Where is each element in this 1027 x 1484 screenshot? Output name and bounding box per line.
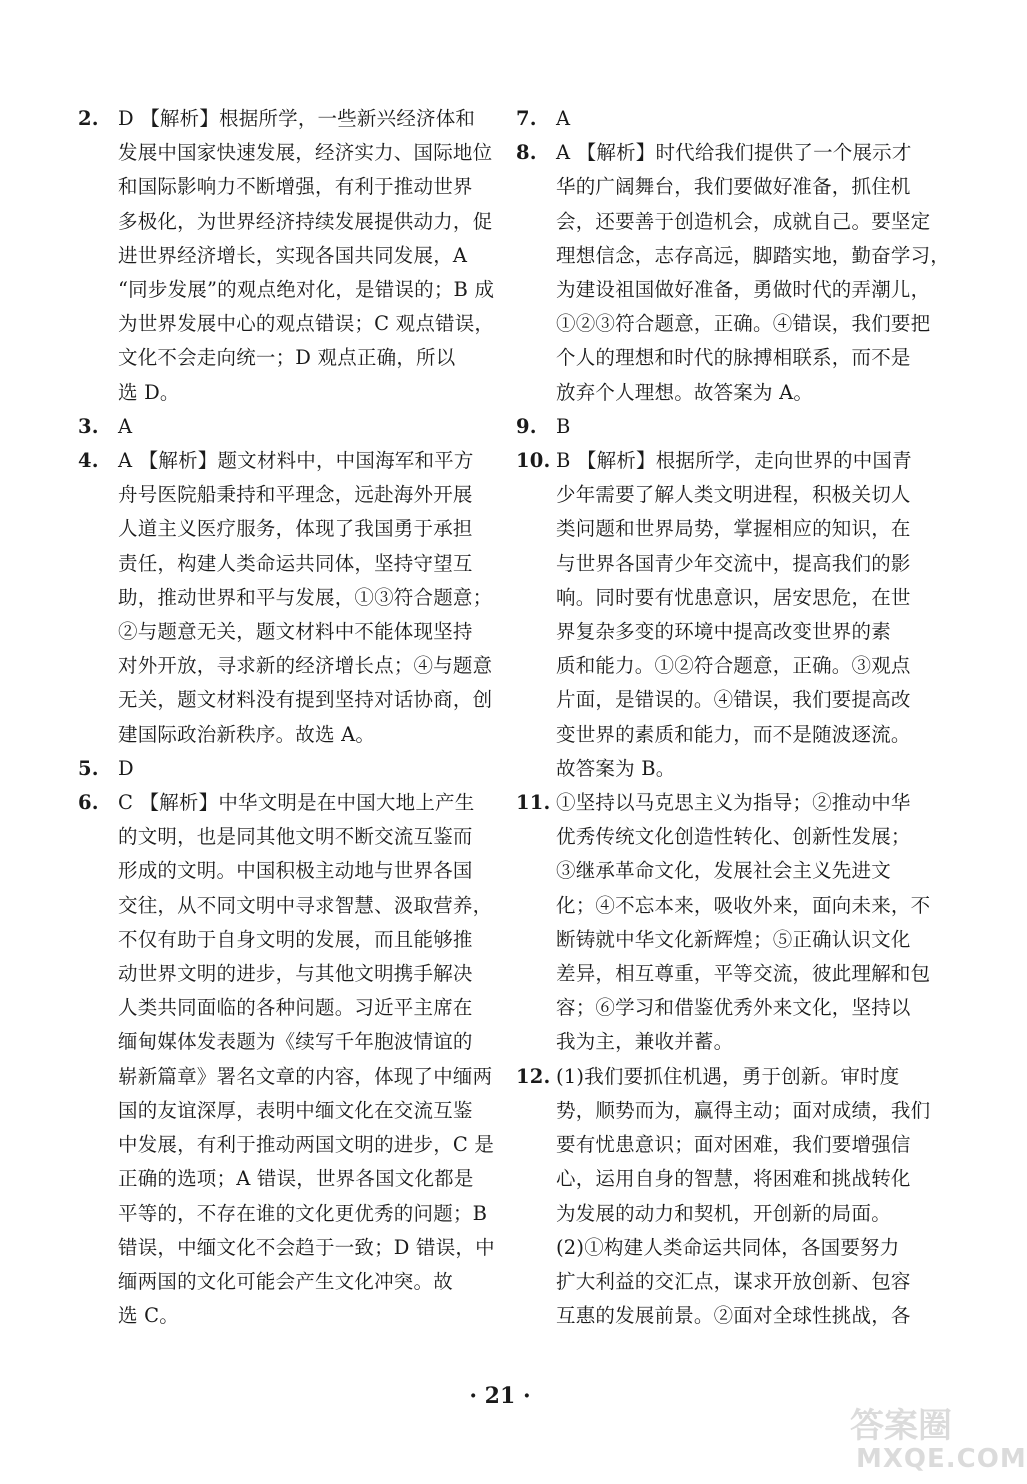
answer-text-line: B: [556, 414, 571, 438]
answer-text-line: 我为主，兼收并蓄。: [556, 1030, 734, 1054]
answer-text-line: 对外开放，寻求新的经济增长点；④与题意: [118, 654, 493, 678]
answer-text-line: 缅甸媒体发表题为《续写千年胞波情谊的: [118, 1030, 473, 1054]
answer-text-line: 为发展的动力和契机，开创新的局面。: [556, 1201, 891, 1225]
answer-text-line: 差异，相互尊重，平等交流，彼此理解和包: [556, 962, 931, 986]
answer-text-line: 和国际影响力不断增强，有利于推动世界: [118, 175, 473, 199]
answer-text-line: 故答案为 B。: [556, 756, 676, 780]
answer-text-line: 理想信念，志存高远，脚踏实地，勤奋学习，: [556, 243, 951, 267]
answer-number: 8.: [516, 141, 537, 165]
answer-text-line: 选 D。: [118, 380, 180, 404]
answer-text-line: 人类共同面临的各种问题。习近平主席在: [118, 996, 473, 1020]
answer-text-line: 发展中国家快速发展，经济实力、国际地位: [118, 141, 493, 165]
answer-text-line: A: [556, 107, 571, 130]
answer-item: [78, 444, 493, 752]
answer-text-line: 错误，中缅文化不会趋于一致；D 错误，中: [118, 1235, 495, 1259]
left-column: [78, 102, 495, 1333]
answer-number: 2.: [78, 107, 99, 130]
answer-text-line: 缅两国的文化可能会产生文化冲突。故: [118, 1269, 453, 1293]
answer-text-line: 容；⑥学习和借鉴优秀外来文化，坚持以: [556, 996, 911, 1020]
answer-text-line: A 【解析】题文材料中，中国海军和平方: [118, 449, 474, 473]
answer-item: [78, 410, 486, 444]
answer-text-line: A: [118, 414, 133, 438]
answer-text-line: 动世界文明的进步，与其他文明携手解决: [118, 962, 473, 986]
answer-text-line: “同步发展”的观点绝对化，是错误的；B 成: [118, 278, 495, 302]
answer-text-line: 界复杂多变的环境中提高改变世界的素: [556, 620, 891, 644]
answer-text-line: 势，顺势而为，赢得主动；面对成绩，我们: [556, 1098, 931, 1122]
answer-text-line: 个人的理想和时代的脉搏相联系，而不是: [556, 346, 911, 370]
answer-item: [516, 1060, 931, 1334]
answer-text-line: 交往，从不同文明中寻求智慧、汲取营养，: [118, 893, 493, 917]
answer-item: [516, 102, 926, 136]
answer-item: [78, 102, 495, 410]
answer-text-line: B 【解析】根据所学，走向世界的中国青: [556, 449, 912, 473]
answer-text-line: 多极化，为世界经济持续发展提供动力，促: [118, 209, 493, 233]
answer-text-line: 国的友谊深厚，表明中缅文化在交流互鉴: [118, 1098, 473, 1122]
answer-number: 3.: [78, 414, 99, 438]
watermark-english: MXQE.COM: [856, 1444, 1027, 1474]
answer-item: [78, 752, 486, 786]
answer-text-line: 变世界的素质和能力，而不是随波逐流。: [556, 722, 911, 746]
answer-text-line: 建国际政治新秩序。故选 A。: [118, 722, 376, 746]
answer-text-line: 断铸就中华文化新辉煌；⑤正确认识文化: [556, 927, 911, 951]
answer-text-line: 文化不会走向统一；D 观点正确，所以: [118, 346, 456, 370]
answer-text-line: 类问题和世界局势，掌握相应的知识，在: [556, 517, 911, 541]
answer-text-line: 华的广阔舞台，我们要做好准备，抓住机: [556, 175, 911, 199]
answer-text-line: 化；④不忘本来，吸收外来，面向未来，不: [556, 893, 931, 917]
answer-number: 5.: [78, 756, 99, 780]
answer-text-line: 响。同时要有忧患意识，居安思危，在世: [556, 585, 911, 609]
answer-text-line: 放弃个人理想。故答案为 A。: [556, 380, 814, 404]
right-column: [516, 102, 951, 1333]
answer-text-line: 助，推动世界和平与发展，①③符合题意；: [118, 585, 493, 609]
answer-text-line: 为世界发展中心的观点错误；C 观点错误，: [118, 312, 495, 336]
answer-text-line: C 【解析】中华文明是在中国大地上产生: [118, 791, 475, 815]
answer-number: 12.: [516, 1064, 551, 1088]
answer-text-line: 互惠的发展前景。②面对全球性挑战，各: [556, 1304, 911, 1328]
answer-number: 6.: [78, 791, 99, 815]
page-number: · 21 ·: [469, 1383, 531, 1409]
answer-text-line: 舟号医院船秉持和平理念，远赴海外开展: [118, 483, 473, 507]
answer-text-line: 中发展，有利于推动两国文明的进步，C 是: [118, 1133, 495, 1157]
answer-text-line: 责任，构建人类命运共同体，坚持守望互: [118, 551, 473, 575]
answer-text-line: 不仅有助于自身文明的发展，而且能够推: [118, 927, 473, 951]
answer-text-line: (1)我们要抓住机遇，勇于创新。审时度: [556, 1064, 900, 1088]
answer-text-line: 扩大利益的交汇点，谋求开放创新、包容: [556, 1269, 911, 1293]
answer-text-line: 选 C。: [118, 1304, 179, 1328]
answer-text-line: 无关，题文材料没有提到坚持对话协商，创: [118, 688, 493, 712]
answer-text-line: 人道主义医疗服务，体现了我国勇于承担: [118, 517, 473, 541]
answer-text-line: (2)①构建人类命运共同体，各国要努力: [556, 1235, 900, 1259]
answer-item: [516, 444, 926, 786]
answer-number: 4.: [78, 449, 99, 473]
answer-text-line: 形成的文明。中国积极主动地与世界各国: [118, 859, 473, 883]
answer-text-line: 优秀传统文化创造性转化、创新性发展；: [556, 825, 911, 849]
watermark-chinese: 答案圈: [850, 1406, 952, 1446]
answer-number: 9.: [516, 414, 537, 438]
answer-item: [516, 136, 951, 410]
answer-text-line: 进世界经济增长，实现各国共同发展，A: [118, 243, 468, 267]
answer-text-line: 为建设祖国做好准备，勇做时代的弄潮儿，: [556, 278, 931, 302]
answer-text-line: ①坚持以马克思主义为指导；②推动中华: [556, 791, 911, 815]
answer-text-line: 质和能力。①②符合题意，正确。③观点: [556, 654, 911, 678]
answer-number: 11.: [516, 791, 551, 815]
answer-text-line: 正确的选项；A 错误，世界各国文化都是: [118, 1167, 474, 1191]
answer-text-line: 崭新篇章》署名文章的内容，体现了中缅两: [118, 1064, 493, 1088]
answer-item: [516, 410, 926, 444]
answer-text-line: A 【解析】时代给我们提供了一个展示才: [556, 141, 912, 165]
answer-text-line: D: [118, 756, 134, 780]
answer-text-line: ②与题意无关，题文材料中不能体现坚持: [118, 620, 473, 644]
answer-number: 7.: [516, 107, 537, 130]
answer-text-line: 的文明，也是同其他文明不断交流互鉴而: [118, 825, 473, 849]
answer-text-line: ③继承革命文化，发展社会主义先进文: [556, 859, 891, 883]
watermark-logo: [810, 1398, 1027, 1478]
answer-text-line: 心，运用自身的智慧，将困难和挑战转化: [556, 1167, 911, 1191]
answer-text-line: 片面，是错误的。④错误，我们要提高改: [556, 688, 911, 712]
answer-text-line: ①②③符合题意，正确。④错误，我们要把: [556, 312, 931, 336]
answer-text-line: 会，还要善于创造机会，成就自己。要坚定: [556, 209, 931, 233]
answer-text-line: 要有忧患意识；面对困难，我们要增强信: [556, 1133, 911, 1157]
answer-item: [78, 786, 495, 1333]
answer-text-line: D 【解析】根据所学，一些新兴经济体和: [118, 107, 476, 130]
answer-text-line: 少年需要了解人类文明进程，积极关切人: [556, 483, 911, 507]
answer-text-line: 与世界各国青少年交流中，提高我们的影: [556, 551, 911, 575]
answer-text-line: 平等的，不存在谁的文化更优秀的问题；B: [118, 1201, 488, 1225]
answer-item: [516, 786, 931, 1060]
answer-number: 10.: [516, 449, 551, 473]
